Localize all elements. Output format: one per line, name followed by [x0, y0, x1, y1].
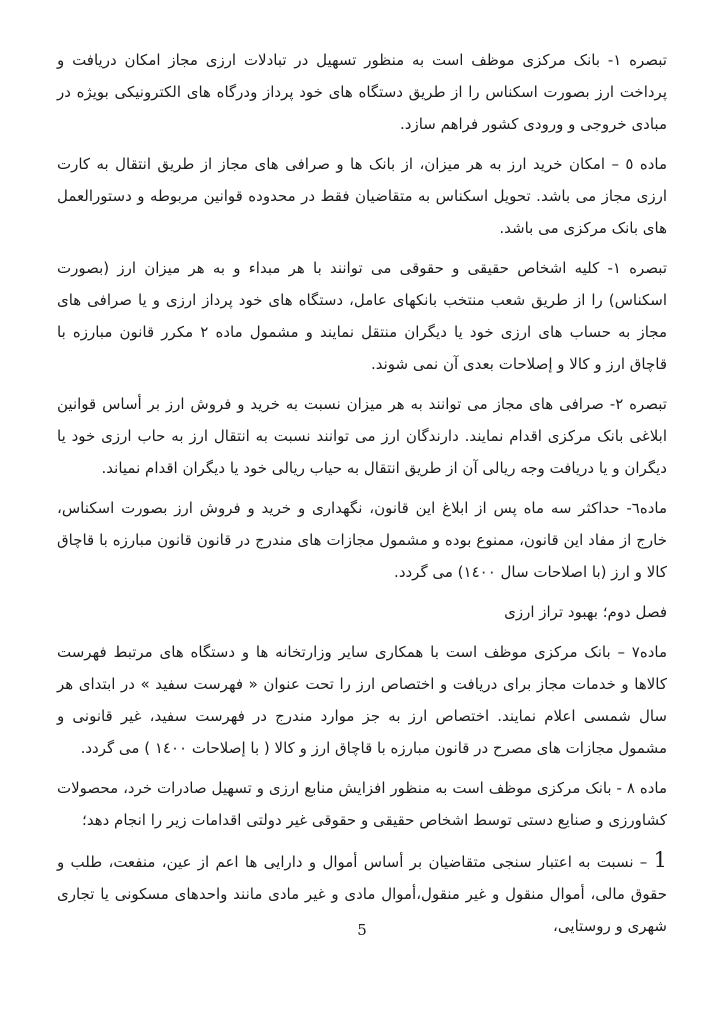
paragraph-tabsareh-2-article5: تبصره ٢- صرافی های مجاز می توانند به هر میزان نسبت به خرید و فروش ارز بر أساس قوانین ابلاغی بانک مرکزی اقدام نمایند. دارندگان ارز می توانند نسبت به انتقال ارز به حاب ارزی خود یا دیگران و یا دریافت وجه ریالی آن از طریق انتقال به حیاب ریالی خود یا دیگران اقدام نمیاند. — [57, 395, 667, 477]
paragraph-tabsareh-1-article5: تبصره ١- کلیه اشخاص حقیقی و حقوقی می توانند با هر مبداء و به هر میزان ارز (بصورت اسکناس) را از طریق شعب منتخب بانکهای عامل، دستگاه های خود پرداز ارزی و یا صرافی های مجاز به حساب های ارزی خود یا دیگران منتقل نمایند و مشمول ماده ٢ مکرر قانون مبارزه با قاچاق ارز و کالا و إصلاحات بعدی آن نمی شوند. — [57, 259, 667, 373]
paragraph-article-6: ماده٦- حداکثر سه ماه پس از ابلاغ این قانون، نگهداری و خرید و فروش ارز بصورت اسکناس، خارج از مفاد این قانون، ممنوع بوده و مشمول مجازات های مندرج در قانون قانون مبارزه با قاچاق کالا و ارز (با اصلاحات سال ١٤٠٠) می گردد. — [57, 499, 667, 581]
paragraph-article-7: ماده٧ – بانک مرکزی موظف است با همکاری سایر وزارتخانه ها و دستگاه های مرتبط فهرست کالاها و خدمات مجاز برای دریافت و اختصاص ارز را تحت عنوان « فهرست سفید » در ابتدای هر سال شمسی اعلام نمایند. اختصاص ارز به جز موارد مندرج در فهرست سفید، غیر قانونی و مشمول مجازات های مصرح در قانون مبارزه با قاچاق ارز و کالا ( با إصلاحات ١٤٠٠ ) می گردد. — [57, 643, 667, 757]
list-item-text: – نسبت به اعتبار سنجی متقاضیان بر أساس أموال و دارایی ها اعم از عین، منفعت، طلب و حقوق مالی، أموال منقول و غیر منقول،أموال مادی و غیر مادی مانند واحدهای مسکونی یا تجاری شهری و روستایی، — [57, 853, 667, 935]
paragraph-article-5: ماده ٥ – امکان خرید ارز به هر میزان، از بانک ها و صرافی های مجاز از طریق انتقال به کارت ارزی مجاز می باشد. تحویل اسکناس به متقاضیان فقط در محدوده قوانین مربوطه و دستورالعمل های بانک مرکزی می باشد. — [57, 155, 667, 237]
list-item-number: 1 — [653, 848, 667, 872]
page-number: 5 — [357, 921, 367, 939]
chapter-heading: فصل دوم؛ بهبود تراز ارزی — [504, 603, 667, 621]
paragraph-tabsareh-1-article4: تبصره ١- بانک مرکزی موظف است به منظور تسهیل در تبادلات ارزی مجاز امکان دریافت و پرداخت ارز بصورت اسکناس را از طریق دستگاه های خود پرداز ودرگاه های الکترونیکی بویژه در مبادی خروجی و ورودی کشور فراهم سازد. — [57, 51, 667, 133]
document-page — [57, 44, 667, 950]
paragraph-article-8: ماده ٨ - بانک مرکزی موظف است به منظور افزایش منابع ارزی و تسهیل صادرات خرد، محصولات کشاورزی و صنایع دستی توسط اشخاص حقیقی و حقوقی غیر دولتی اقدامات زیر را انجام دهد؛ — [57, 779, 667, 829]
